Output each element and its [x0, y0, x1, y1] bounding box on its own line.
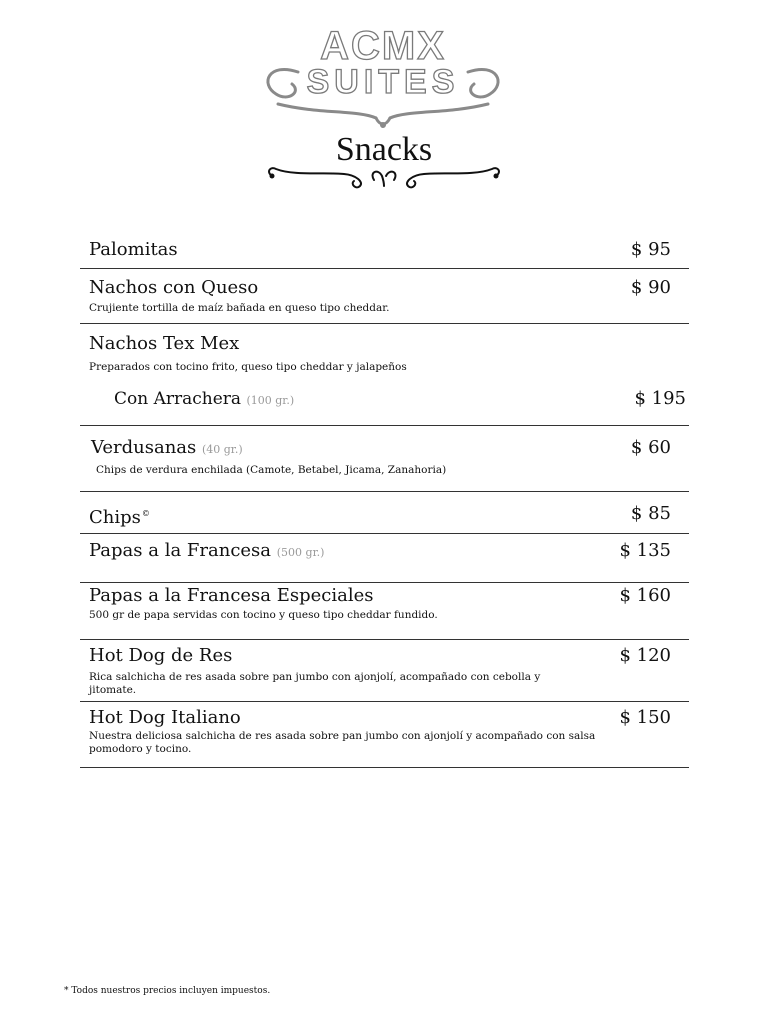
item-weight: (500 gr.) [276, 546, 325, 559]
item-description: Crujiente tortilla de maíz bañada en queso tipo cheddar. [89, 302, 390, 314]
item-description: 500 gr de papa servidas con tocino y queso tipo cheddar fundido. [89, 609, 438, 621]
sub-item-label: Con Arrachera [114, 389, 242, 409]
item-price: $ 90 [630, 277, 671, 298]
menu-item-verdusanas [80, 426, 689, 492]
item-weight: (40 gr.) [201, 443, 243, 456]
item-name [91, 436, 243, 462]
menu-item-papas-francesa [80, 534, 689, 583]
item-name [89, 502, 150, 530]
item-price: $ 160 [619, 585, 671, 606]
menu-item-hot-dog-italiano [80, 702, 689, 768]
item-name: Hot Dog Italiano [89, 707, 241, 728]
title-ornament [264, 164, 504, 192]
item-name: Palomitas [89, 239, 178, 260]
tax-footnote: * Todos nuestros precios incluyen impuestos. [64, 986, 271, 996]
menu-item-nachos-tex-mex [80, 324, 689, 426]
sub-item-weight: (100 gr.) [246, 394, 295, 407]
item-description: Preparados con tocino frito, queso tipo cheddar y jalapeños [89, 361, 407, 373]
sub-item-name [114, 387, 294, 413]
page-title: Snacks [335, 131, 433, 168]
copyright-mark: © [141, 509, 150, 518]
menu-item-nachos-con-queso [80, 269, 689, 324]
item-price: $ 95 [630, 239, 671, 260]
menu-item-papas-especiales [80, 583, 689, 640]
item-name: Nachos Tex Mex [89, 333, 240, 354]
item-price: $ 85 [630, 503, 671, 524]
item-name: Hot Dog de Res [89, 645, 233, 666]
item-label: Papas a la Francesa [89, 540, 272, 561]
logo-line1: ACMX [320, 24, 446, 68]
item-description: Nuestra deliciosa salchicha de res asada sobre pan jumbo con ajonjolí y acompañado con salsa pomodoro y tocino. [89, 730, 596, 755]
sub-item-price: $ 195 [634, 388, 686, 409]
menu-item-hot-dog-res [80, 640, 689, 702]
item-name: Papas a la Francesa Especiales [89, 585, 374, 606]
item-name: Nachos con Queso [89, 277, 259, 298]
item-description: Rica salchicha de res asada sobre pan jumbo con ajonjolí, acompañado con cebolla y jitomate. [89, 671, 541, 696]
item-description: Chips de verdura enchilada (Camote, Betabel, Jicama, Zanahoria) [96, 464, 447, 476]
item-name [89, 539, 324, 565]
menu-item-palomitas [80, 230, 689, 269]
item-price: $ 135 [619, 540, 671, 561]
item-price: $ 120 [619, 645, 671, 666]
acmx-suites-logo [258, 22, 508, 132]
item-label: Verdusanas [91, 437, 197, 458]
item-price: $ 60 [630, 437, 671, 458]
item-price: $ 150 [619, 707, 671, 728]
logo-line2: SUITES [306, 63, 460, 101]
item-label: Chips [89, 507, 141, 528]
menu-item-chips [80, 492, 689, 534]
